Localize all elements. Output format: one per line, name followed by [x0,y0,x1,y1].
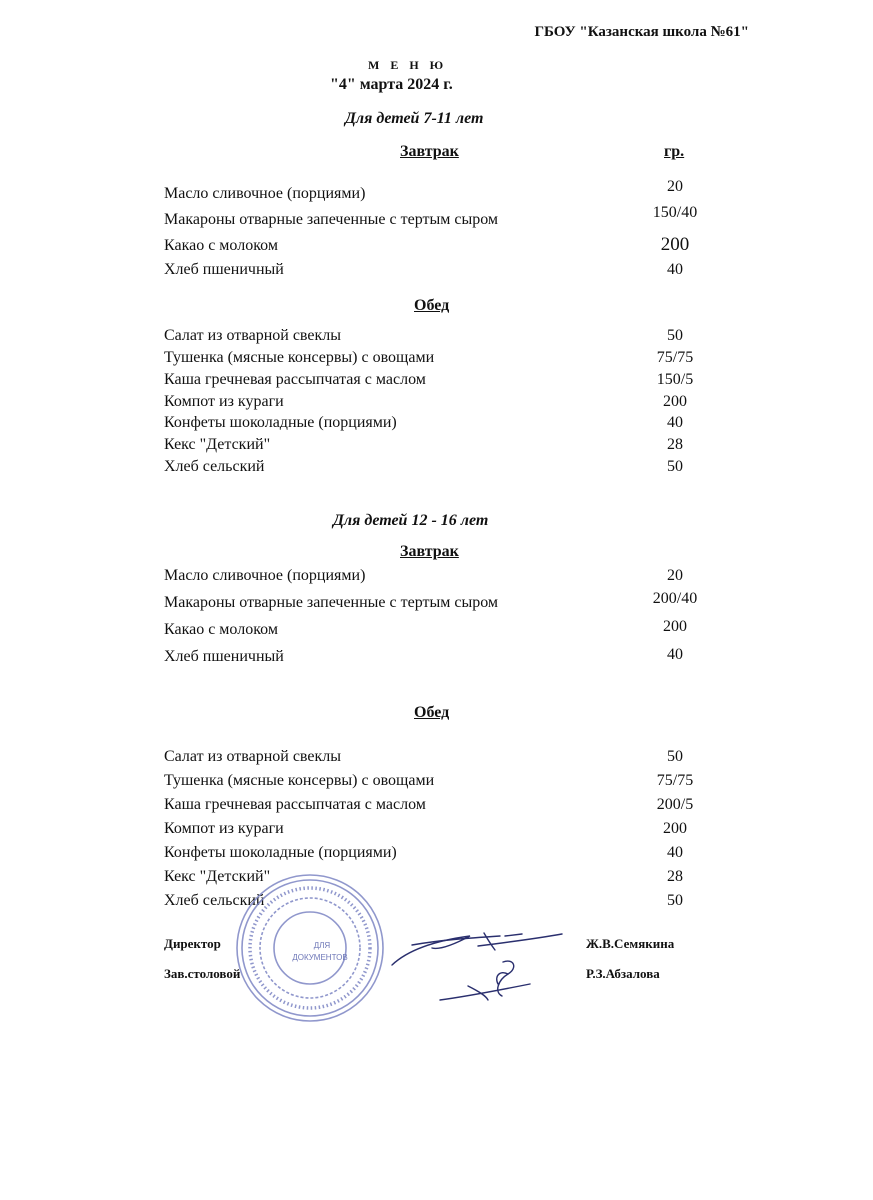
menu-item: Каша гречневая рассыпчатая с маслом [164,371,426,388]
menu-item-qty: 200 [663,393,687,410]
menu-item-qty: 150/5 [656,371,694,388]
menu-item-qty: 50 [667,327,683,344]
canteen-head-title: Зав.столовой [164,966,241,981]
menu-item-qty: 28 [667,868,683,885]
menu-item-qty: 75/75 [656,349,694,366]
stamp-center-text: ДЛЯ [313,941,331,950]
round-stamp [237,875,383,1021]
menu-item: Салат из отварной свеклы [164,327,341,344]
menu-item: Конфеты шоколадные (порциями) [164,414,397,431]
menu-item-qty: 200 [663,820,687,837]
breakfast-header-12-16: Завтрак [400,543,459,560]
menu-item: Масло сливочное (порциями) [164,185,366,202]
lunch-header-7-11: Обед [414,297,450,314]
menu-item: Компот из кураги [164,393,284,410]
menu-item: Каша гречневая рассыпчатая с маслом [164,796,426,813]
menu-item-qty: 200/5 [656,796,694,813]
canteen-head-signature [440,961,530,1000]
menu-item: Хлеб сельский [164,458,265,475]
age-group-12-16: Для детей 12 - 16 лет [333,512,489,529]
menu-item: Хлеб пшеничный [164,261,284,278]
menu-item: Конфеты шоколадные (порциями) [164,844,397,861]
menu-item: Хлеб сельский [164,892,265,909]
menu-title: М Е Н Ю [368,58,448,72]
director-signature [392,933,562,965]
menu-item: Кекс "Детский" [164,436,271,453]
menu-item: Макароны отварные запеченные с тертым сыром [164,594,499,611]
menu-item-qty: 50 [667,892,683,909]
menu-item-qty: 20 [667,178,683,195]
menu-item-qty: 200/40 [652,590,698,607]
menu-item-qty: 28 [667,436,683,453]
menu-item-qty: 50 [667,748,683,765]
menu-item: Тушенка (мясные консервы) с овощами [164,772,435,789]
lunch-header-12-16: Обед [414,704,450,721]
menu-item-qty: 200 [660,234,690,255]
menu-item: Какао с молоком [164,237,278,254]
menu-item: Какао с молоком [164,621,278,638]
menu-item: Тушенка (мясные консервы) с овощами [164,349,435,366]
menu-item: Кекс "Детский" [164,868,271,885]
director-title: Директор [164,936,221,951]
menu-item-qty: 50 [667,458,683,475]
menu-item: Масло сливочное (порциями) [164,567,366,584]
menu-item-qty: 200 [663,618,687,635]
canteen-head-name: Р.З.Абзалова [586,966,660,981]
menu-item: Макароны отварные запеченные с тертым сыром [164,211,499,228]
director-name: Ж.В.Семякина [586,936,675,951]
menu-item: Хлеб пшеничный [164,648,284,665]
menu-item-qty: 40 [667,414,683,431]
school-name: ГБОУ "Казанская школа №61" [534,24,749,40]
menu-item-qty: 75/75 [656,772,694,789]
age-group-7-11: Для детей 7-11 лет [345,110,484,127]
menu-item: Салат из отварной свеклы [164,748,341,765]
menu-date: "4" марта 2024 г. [330,76,453,93]
menu-item-qty: 40 [667,261,683,278]
menu-item-qty: 20 [667,567,683,584]
breakfast-header-7-11: Завтрак [400,143,459,160]
stamp-center-text: ДОКУМЕНТОВ [292,953,348,962]
menu-item-qty: 40 [667,844,683,861]
menu-item-qty: 150/40 [652,204,698,221]
grams-header: гр. [664,143,685,160]
menu-item: Компот из кураги [164,820,284,837]
menu-item-qty: 40 [667,646,683,663]
